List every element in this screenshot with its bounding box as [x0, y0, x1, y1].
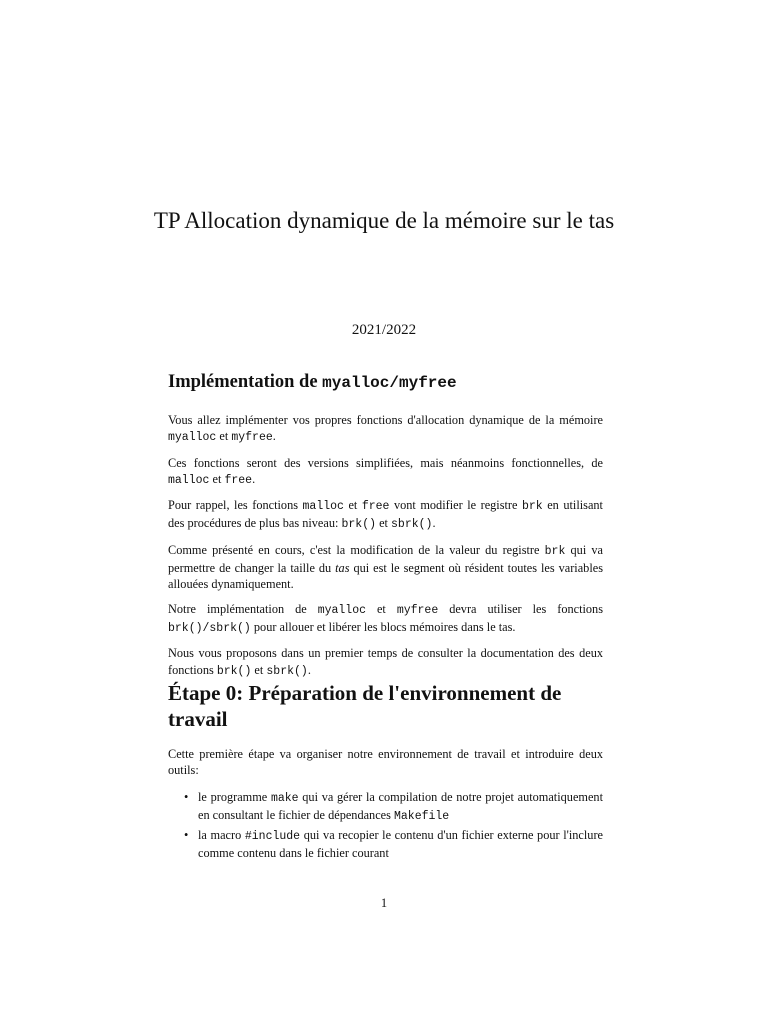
code: myfree [231, 431, 273, 445]
code: brk [521, 500, 543, 514]
document-title: TP Allocation dynamique de la mémoire sur le tas [153, 208, 615, 233]
text: Vous allez implémenter vos propres fonctions d'allocation dynamique de la mémoire [168, 413, 603, 427]
paragraph [168, 497, 603, 534]
text: Nous vous proposons dans un premier temps de consulter la documentation des deux fonctions [168, 646, 603, 677]
text: . [272, 429, 276, 444]
code: brk()/sbrk() [168, 621, 251, 635]
code: sbrk() [391, 518, 433, 532]
paragraph: Cette première étape va organiser notre environnement de travail et introduire deux outils: [168, 747, 603, 778]
code: malloc [168, 473, 210, 487]
code: myalloc [317, 603, 366, 617]
bullet-icon: • [184, 789, 189, 804]
text: . [432, 516, 436, 531]
tool-list [168, 789, 603, 862]
text: Ces fonctions seront des versions simplifiées, mais néanmoins fonctionnelles, de [168, 455, 603, 470]
text: Pour rappel, les fonctions [168, 498, 303, 513]
section-heading-implementation [168, 370, 603, 395]
text: qui va recopier le contenu d'un fichier externe pour l'inclure comme contenu dans le fichier courant [198, 828, 603, 861]
document-date: 2021/2022 [351, 322, 417, 338]
code: brk() [341, 518, 376, 532]
text: et [343, 498, 362, 513]
code: brk() [216, 664, 252, 678]
paragraph [168, 645, 603, 680]
text: et [209, 471, 225, 486]
emphasis: tas [335, 561, 350, 576]
code: malloc [302, 500, 344, 514]
paragraph [168, 455, 603, 490]
text: . [252, 471, 256, 486]
text: . [307, 662, 311, 677]
code: free [224, 473, 253, 487]
text: en utilisant des procédures de plus bas niveau: [168, 498, 603, 531]
text: et [366, 601, 397, 616]
text: qui va gérer la compilation de notre projet automatiquement en consultant le fichier de dépendances [198, 789, 603, 822]
text: pour allouer et libérer les blocs mémoires dans le tas. [250, 619, 516, 634]
code: Makefile [393, 809, 450, 823]
text: et [251, 662, 267, 677]
text: devra utiliser les fonctions [438, 601, 603, 616]
code: myfree [396, 603, 439, 617]
list-item [184, 789, 603, 826]
section-heading-etape-0: Étape 0: Préparation de l'environnement de travail [168, 681, 562, 731]
text: Notre implémentation de [168, 601, 318, 616]
text: qui est le segment où résident toutes les variables allouées dynamiquement. [168, 561, 603, 592]
section-body-implementation [168, 412, 603, 688]
paragraph [168, 412, 603, 447]
text: vont modifier le registre [389, 498, 522, 513]
code: myalloc [168, 431, 217, 445]
code: #include [244, 830, 301, 844]
heading-text: Implémentation de [168, 372, 323, 392]
paragraph [168, 601, 603, 638]
text: et [376, 516, 392, 531]
code: brk [544, 544, 566, 558]
paragraph [168, 542, 603, 593]
bullet-icon: • [184, 828, 189, 843]
text: et [216, 429, 232, 444]
page-number: 1 [380, 896, 388, 910]
text: Comme présenté en cours, c'est la modification de la valeur du registre [168, 542, 545, 557]
code: free [361, 500, 390, 514]
code: sbrk() [266, 664, 308, 678]
text: le programme [198, 789, 271, 804]
text: qui va permettre de changer la taille du [168, 542, 604, 576]
list-item [184, 827, 603, 862]
text: la macro [198, 828, 245, 843]
heading-code: myalloc/myfree [322, 374, 457, 392]
section-body-etape-0 [168, 746, 603, 864]
code: make [270, 791, 299, 805]
